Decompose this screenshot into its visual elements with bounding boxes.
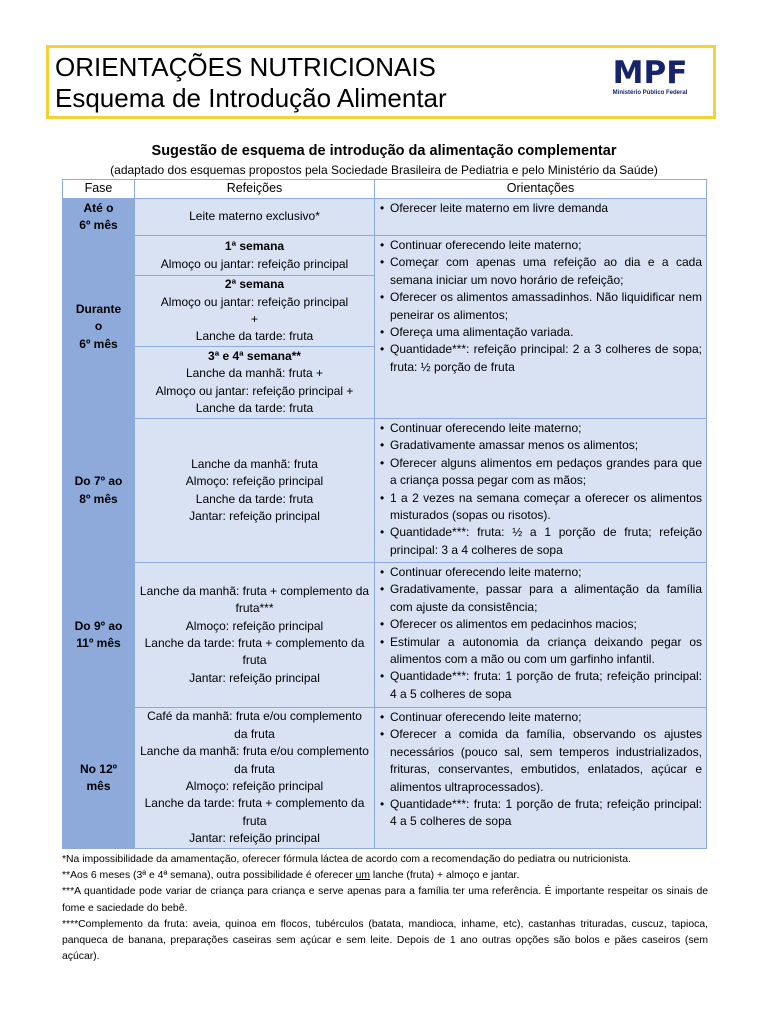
- meal-line: Jantar: refeição principal: [189, 831, 320, 846]
- week-title: 1ª semana: [224, 239, 285, 254]
- meals-cell: [135, 563, 375, 708]
- orientations-cell: [375, 236, 707, 419]
- orientation-item: • Ofereça uma alimentação variada.: [379, 324, 702, 341]
- footnote-underlined: um: [355, 870, 371, 882]
- footnote: ****Complemento da fruta: aveia, quinoa em flocos, tubérculos (batata, mandioca, inhame, etc), castanhas trituradas, cuscuz, tapioca, panqueca de banana, preparações caseiras sem açúcar e sem leite. Depois de 1 ano outras opções são bolos e pães caseiros (sem açúcar).: [62, 918, 708, 963]
- meal-line: Lanche da manhã: fruta + complemento da fruta***: [139, 583, 370, 616]
- footnote-part: **Aos 6 meses (3ª e 4ª semana), outra possibilidade é oferecer: [62, 870, 356, 882]
- orientations-cell: [375, 708, 707, 849]
- orientation-item: • Quantidade***: fruta: 1 porção de fruta; refeição principal: 4 a 5 colheres de sopa: [379, 796, 702, 831]
- meal-line: Jantar: refeição principal: [189, 508, 320, 523]
- meal-line: Lanche da manhã: fruta e/ou complemento da fruta: [140, 744, 369, 776]
- header-box: [46, 45, 716, 119]
- week-cell: [135, 236, 375, 276]
- meal-line: Café da manhã: fruta e/ou complemento da fruta: [147, 709, 362, 741]
- meal-line: Almoço: refeição principal: [185, 779, 324, 793]
- week-cell: [135, 276, 375, 347]
- meal-line: Lanche da tarde: fruta: [195, 491, 314, 506]
- orientation-item: • Oferecer alguns alimentos em pedaços grandes para que a criança possa pegar com as mãos;: [379, 455, 702, 490]
- meal-line: Lanche da tarde: fruta: [195, 329, 314, 344]
- logo-subtext: Ministério Público Federal: [612, 90, 688, 96]
- meal-line: Lanche da tarde: fruta + complemento da fruta: [144, 636, 365, 668]
- meals-cell: [135, 708, 375, 849]
- orientations-cell: [375, 199, 707, 236]
- orientation-item: • Quantidade***: refeição principal: 2 a 3 colheres de sopa; fruta: ½ porção de fruta: [379, 341, 702, 376]
- meal-line: Almoço ou jantar: refeição principal: [160, 256, 349, 271]
- phase-line: Do 9º ao: [74, 618, 123, 633]
- week-title: 3ª e 4ª semana**: [208, 348, 301, 363]
- meal-line: Lanche da tarde: fruta + complemento da fruta: [144, 796, 365, 828]
- meal-line: Almoço ou jantar: refeição principal: [160, 294, 349, 309]
- footnotes: [62, 852, 708, 965]
- phase-line: Do 7º ao: [74, 474, 123, 489]
- meals-cell: [135, 419, 375, 563]
- phase-cell: [63, 199, 135, 236]
- phase-cell: [63, 419, 135, 563]
- phase-line: 6º mês: [79, 218, 118, 232]
- header-fase: Fase: [63, 180, 135, 199]
- phase-cell: [63, 708, 135, 849]
- meal-line: Almoço: refeição principal: [185, 618, 324, 633]
- orientation-item: • Gradativamente, passar para a alimentação da família com ajuste da consistência;: [379, 581, 702, 616]
- orientations-cell: [375, 563, 707, 708]
- title-line-1: ORIENTAÇÕES NUTRICIONAIS: [55, 52, 436, 82]
- table-header-row: [63, 180, 707, 199]
- mpf-logo: [609, 55, 691, 97]
- phase-line: Durante: [75, 301, 122, 316]
- orientation-item: • Começar com apenas uma refeição ao dia e a cada semana iniciar um novo horário de refeição;: [379, 254, 702, 289]
- orientation-item: • Gradativamente amassar menos os alimentos;: [379, 437, 702, 454]
- meal-line: Jantar: refeição principal: [189, 670, 320, 685]
- phase-cell: [63, 236, 135, 419]
- feeding-schedule-table: [62, 179, 707, 849]
- page-title: [55, 52, 447, 114]
- orientation-item: • Quantidade***: fruta: 1 porção de fruta; refeição principal: 4 a 5 colheres de sopa: [379, 668, 702, 703]
- phase-line: o: [94, 319, 103, 334]
- orientation-item: • Estimular a autonomia da criança deixando pegar os alimentos com a mão ou com um garfinho infantil.: [379, 634, 702, 669]
- phase-line: 11º mês: [76, 636, 121, 650]
- logo-letters: MPF: [612, 55, 688, 91]
- meal-line: Leite materno exclusivo*: [189, 209, 320, 224]
- document-title: Sugestão de esquema de introdução da alimentação complementar: [151, 143, 617, 159]
- phase-cell: [63, 563, 135, 708]
- footnote: [62, 868, 708, 884]
- meal-line: Lanche da manhã: fruta: [191, 456, 318, 471]
- orientation-item: • 1 a 2 vezes na semana começar a oferecer os alimentos misturados (sopas ou risotos).: [379, 490, 702, 525]
- phase-line: 6º mês: [79, 336, 118, 351]
- orientation-item: • Continuar oferecendo leite materno;: [379, 709, 702, 726]
- meal-line: Lanche da tarde: fruta: [195, 400, 314, 415]
- table-row: [63, 563, 707, 708]
- orientation-item: • Oferecer os alimentos amassadinhos. Não liquidificar nem peneirar os alimentos;: [379, 289, 702, 324]
- orientation-item: • Continuar oferecendo leite materno;: [379, 420, 702, 437]
- footnote: ***A quantidade pode variar de criança para criança e serve apenas para a família ter uma referência. É importante respeitar os sinais de fome e saciedade do bebê.: [62, 886, 708, 914]
- meals-cell: [135, 199, 375, 236]
- header-orientacoes: Orientações: [375, 180, 707, 199]
- meal-line: +: [250, 312, 258, 326]
- orientations-cell: [375, 419, 707, 563]
- table-row: [63, 236, 707, 276]
- meal-line: Almoço ou jantar: refeição principal +: [155, 383, 354, 398]
- table-row: [63, 419, 707, 563]
- phase-line: No 12º: [79, 761, 118, 776]
- footnote: *Na impossibilidade da amamentação, oferecer fórmula láctea de acordo com a recomendação do pediatra ou nutricionista.: [62, 854, 631, 865]
- orientation-item: • Quantidade***: fruta: ½ a 1 porção de fruta; refeição principal: 3 a 4 colheres de sopa: [379, 524, 702, 559]
- orientation-item: • Oferecer leite materno em livre demanda: [379, 200, 702, 217]
- orientation-item: • Oferecer os alimentos em pedacinhos macios;: [379, 616, 702, 633]
- phase-line: 8º mês: [79, 491, 118, 506]
- week-title: 2ª semana: [224, 277, 285, 292]
- orientation-item: • Continuar oferecendo leite materno;: [379, 237, 702, 254]
- orientation-item: • Oferecer a comida da família, observando os ajustes necessários (pouco sal, sem temperos industrializados, frituras, conservantes, embutidos, enlatados, açúcar e alimentos ultraprocessados).: [379, 726, 702, 796]
- table-row: [63, 199, 707, 236]
- table-row: [63, 708, 707, 849]
- document-subtitle: (adaptado dos esquemas propostos pela Sociedade Brasileira de Pediatria e pelo Ministério da Saúde): [110, 163, 658, 177]
- phase-line: Até o: [83, 200, 114, 215]
- header-refeicoes: Refeições: [135, 180, 375, 199]
- week-cell: [135, 347, 375, 419]
- meal-line: Almoço: refeição principal: [185, 474, 324, 489]
- footnote-part: lanche (fruta) + almoço e jantar.: [370, 870, 520, 882]
- meal-line: Lanche da manhã: fruta +: [185, 366, 324, 381]
- phase-line: mês: [86, 779, 111, 793]
- orientation-item: • Continuar oferecendo leite materno;: [379, 564, 702, 581]
- title-line-2: Esquema de Introdução Alimentar: [55, 83, 447, 113]
